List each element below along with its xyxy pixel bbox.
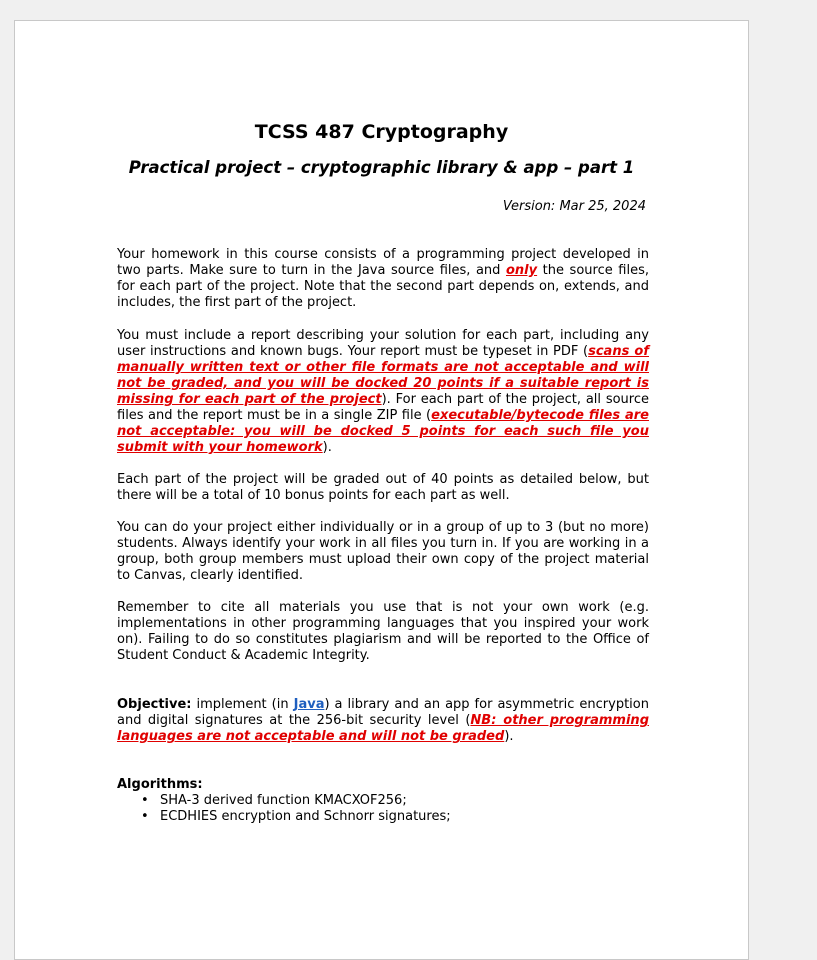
text-run: Your homework in this course consists of a programming project developed in two parts. Make sure to turn in the Java source files, and (117, 247, 649, 278)
text-run: the source files, for each part of the project. Note that the second part depends on, extends, and includes, the first part of the project. (117, 263, 649, 310)
document-page (14, 20, 749, 960)
list-item (117, 809, 451, 825)
paragraph-report (117, 328, 649, 456)
text-run: implement (in (191, 697, 294, 712)
text-run: ) a library and an app for asymmetric encryption and digital signatures at the 256-bit security level ( (117, 697, 649, 728)
emphasis-only: only (505, 263, 538, 278)
text-run: You must include a report describing your solution for each part, including any user instructions and known bugs. Your report must be typeset in PDF ( (117, 328, 649, 359)
list-item-text: SHA-3 derived function KMACXOF256; (160, 793, 407, 808)
version-label: Version: Mar 25, 2024 (502, 199, 646, 214)
bullet-icon: • (141, 809, 149, 824)
java-link[interactable]: Java (293, 697, 325, 712)
paragraph-grading: Each part of the project will be graded out of 40 points as detailed below, but there will be a total of 10 bonus points for each part as well. (117, 472, 649, 503)
text-run: ). (504, 729, 514, 744)
emphasis-executable-warning: executable/bytecode files are not acceptable: you will be docked 5 points for each such file you submit with your homework (117, 408, 649, 455)
text-run: ). For each part of the project, all source files and the report must be in a single ZIP file ( (117, 392, 649, 423)
emphasis-language-warning: NB: other programming languages are not acceptable and will not be graded (117, 713, 649, 744)
paragraph-groups: You can do your project either individually or in a group of up to 3 (but no more) students. Always identify your work in all files you turn in. If you are working in a group, both group members must upload their own copy of the project material to Canvas, clearly identified. (117, 520, 649, 583)
algorithms-list (117, 793, 451, 825)
paragraph-objective (117, 697, 649, 745)
bullet-icon: • (141, 793, 149, 808)
text-run: ). (322, 440, 332, 455)
objective-label: Objective: (117, 697, 192, 712)
document-subtitle: Practical project – cryptographic library & app – part 1 (128, 158, 635, 177)
document-title: TCSS 487 Cryptography (254, 121, 509, 143)
list-item (117, 793, 451, 809)
paragraph-plagiarism: Remember to cite all materials you use that is not your own work (e.g. implementations in other programming languages that you inspired your work on). Failing to do so constitutes plagiarism and will be reported to the Office of Student Conduct & Academic Integrity. (117, 600, 649, 663)
algorithms-heading: Algorithms: (117, 777, 203, 792)
emphasis-report-warning: scans of manually written text or other file formats are not acceptable and will not be graded, and you will be docked 20 points if a suitable report is missing for each part of the project (117, 344, 649, 407)
list-item-text: ECDHIES encryption and Schnorr signatures; (160, 809, 451, 824)
paragraph-intro (117, 247, 649, 311)
